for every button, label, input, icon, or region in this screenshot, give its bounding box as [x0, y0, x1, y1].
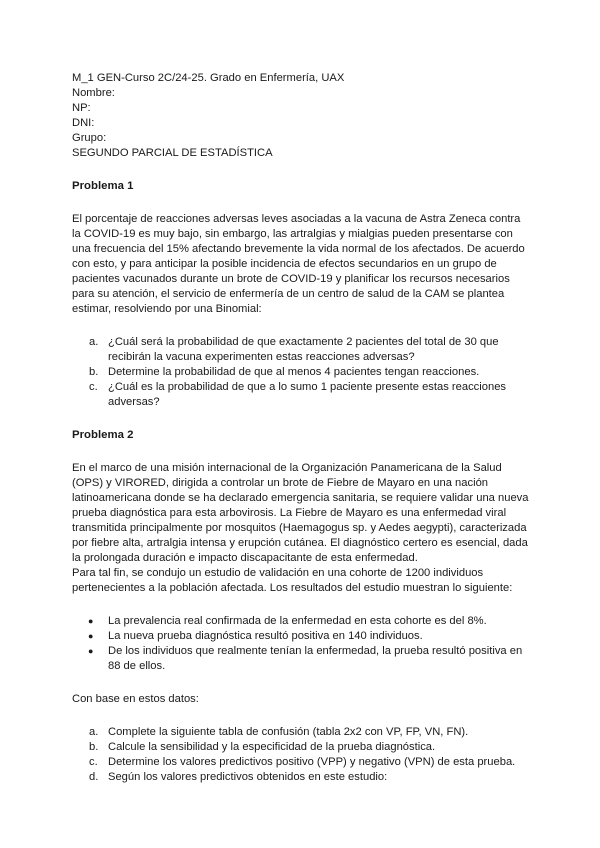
problem2-title: Problema 2 [72, 429, 134, 441]
problem2-intro-line: (OPS) y VIRORED, dirigida a controlar un brote de Fiebre de Mayaro en una nación [72, 477, 489, 489]
list-item [72, 740, 528, 755]
question-text: ¿Cuál es la probabilidad de que a lo sumo 1 paciente presente estas reacciones [108, 381, 507, 393]
question-text: recibirán la vacuna experimenten estas reacciones adversas? [108, 351, 415, 363]
np-label: NP: [72, 102, 91, 114]
question-text: Determine la probabilidad de que al menos 4 pacientes tengan reacciones. [108, 366, 480, 378]
problem2-intro-line: la prolongada duración e impacto discapacitante de esta enfermedad. [72, 552, 418, 564]
problem1-intro [72, 212, 528, 317]
problem2-intro-line: por fiebre alta, artralgia intensa y erupción cutánea. El diagnóstico certero es esencial, dada [72, 537, 528, 549]
result-text: La nueva prueba diagnóstica resultó positiva en 140 individuos. [108, 630, 423, 642]
question-text: ¿Cuál será la probabilidad de que exactamente 2 pacientes del total de 30 que [108, 336, 499, 348]
list-marker: d. [89, 771, 99, 783]
result-text: La prevalencia real confirmada de la enfermedad en esta cohorte es del 8%. [108, 615, 487, 627]
bullet-icon: ● [88, 616, 94, 626]
problem1-intro-line: pacientes vacunados durante un brote de COVID-19 y planificar los recursos necesarios [72, 273, 510, 285]
list-marker: a. [89, 336, 99, 348]
name-label: Nombre: [72, 87, 115, 99]
problem1-intro-line: la COVID-19 es muy bajo, sin embargo, las artralgias y mialgias pueden presentarse con [72, 228, 513, 240]
question-text: Complete la siguiente tabla de confusión (tabla 2x2 con VP, FP, VN, FN). [108, 726, 469, 738]
exam-header [72, 71, 528, 161]
list-item [72, 770, 528, 785]
problem1-questions [72, 335, 528, 410]
list-marker: c. [89, 381, 98, 393]
problem2-results [72, 614, 528, 674]
list-marker: b. [89, 741, 99, 753]
question-text: Calcule la sensibilidad y la especificidad de la prueba diagnóstica. [108, 741, 436, 753]
result-text: De los individuos que realmente tenían la enfermedad, la prueba resultó positiva en [108, 645, 523, 657]
list-marker: a. [89, 726, 99, 738]
problem1-intro-line: estimar, resolviendo por una Binomial: [72, 303, 262, 315]
problem1-intro-line: para su atención, el servicio de enfermería de un centro de salud de la CAM se plantea [72, 288, 505, 300]
problem2-intro [72, 461, 528, 596]
list-marker: b. [89, 366, 99, 378]
list-item [72, 644, 528, 674]
list-item [72, 725, 528, 740]
question-text: Según los valores predictivos obtenidos en este estudio: [108, 771, 388, 783]
group-label: Grupo: [72, 132, 107, 144]
dni-label: DNI: [72, 117, 95, 129]
problem1-title: Problema 1 [72, 180, 134, 192]
problem2-intro-line: Para tal fin, se condujo un estudio de validación en una cohorte de 1200 individuos [72, 567, 484, 579]
list-item [72, 755, 528, 770]
problem2-lead: Con base en estos datos: [72, 693, 199, 705]
problem1-intro-line: una frecuencia del 15% afectando brevemente la vida normal de los afectados. De acuerdo [72, 243, 525, 255]
list-item [72, 335, 528, 365]
problem2-intro-line: transmitida principalmente por mosquitos (Haemagogus sp. y Aedes aegypti), caracterizada [72, 522, 527, 534]
exam-title: SEGUNDO PARCIAL DE ESTADÍSTICA [72, 147, 273, 159]
problem1-intro-line: con esto, y para anticipar la posible incidencia de efectos secundarios en un grupo de [72, 258, 497, 270]
problem2-intro-line: pertenecientes a la población afectada. Los resultados del estudio muestran lo siguiente: [72, 582, 513, 594]
list-item [72, 365, 528, 380]
problem1-intro-line: El porcentaje de reacciones adversas leves asociadas a la vacuna de Astra Zeneca contra [72, 213, 521, 225]
result-text: 88 de ellos. [108, 660, 166, 672]
question-text: adversas? [108, 396, 160, 408]
list-item [72, 614, 528, 629]
list-item [72, 629, 528, 644]
course-line: M_1 GEN-Curso 2C/24-25. Grado en Enfermería, UAX [72, 72, 345, 84]
question-text: Determine los valores predictivos positivo (VPP) y negativo (VPN) de esta prueba. [108, 756, 516, 768]
exam-page [72, 71, 528, 785]
problem2-questions [72, 725, 528, 785]
problem2-intro-line: En el marco de una misión internacional de la Organización Panamericana de la Salud [72, 462, 502, 474]
list-marker: c. [89, 756, 98, 768]
list-item [72, 380, 528, 410]
problem2-intro-line: latinoamericana donde se ha declarado emergencia sanitaria, se requiere validar una nueva [72, 492, 529, 504]
bullet-icon: ● [88, 631, 94, 641]
problem2-intro-line: prueba diagnóstica para esta arbovirosis. La Fiebre de Mayaro es una enfermedad viral [72, 507, 507, 519]
bullet-icon: ● [88, 646, 94, 656]
